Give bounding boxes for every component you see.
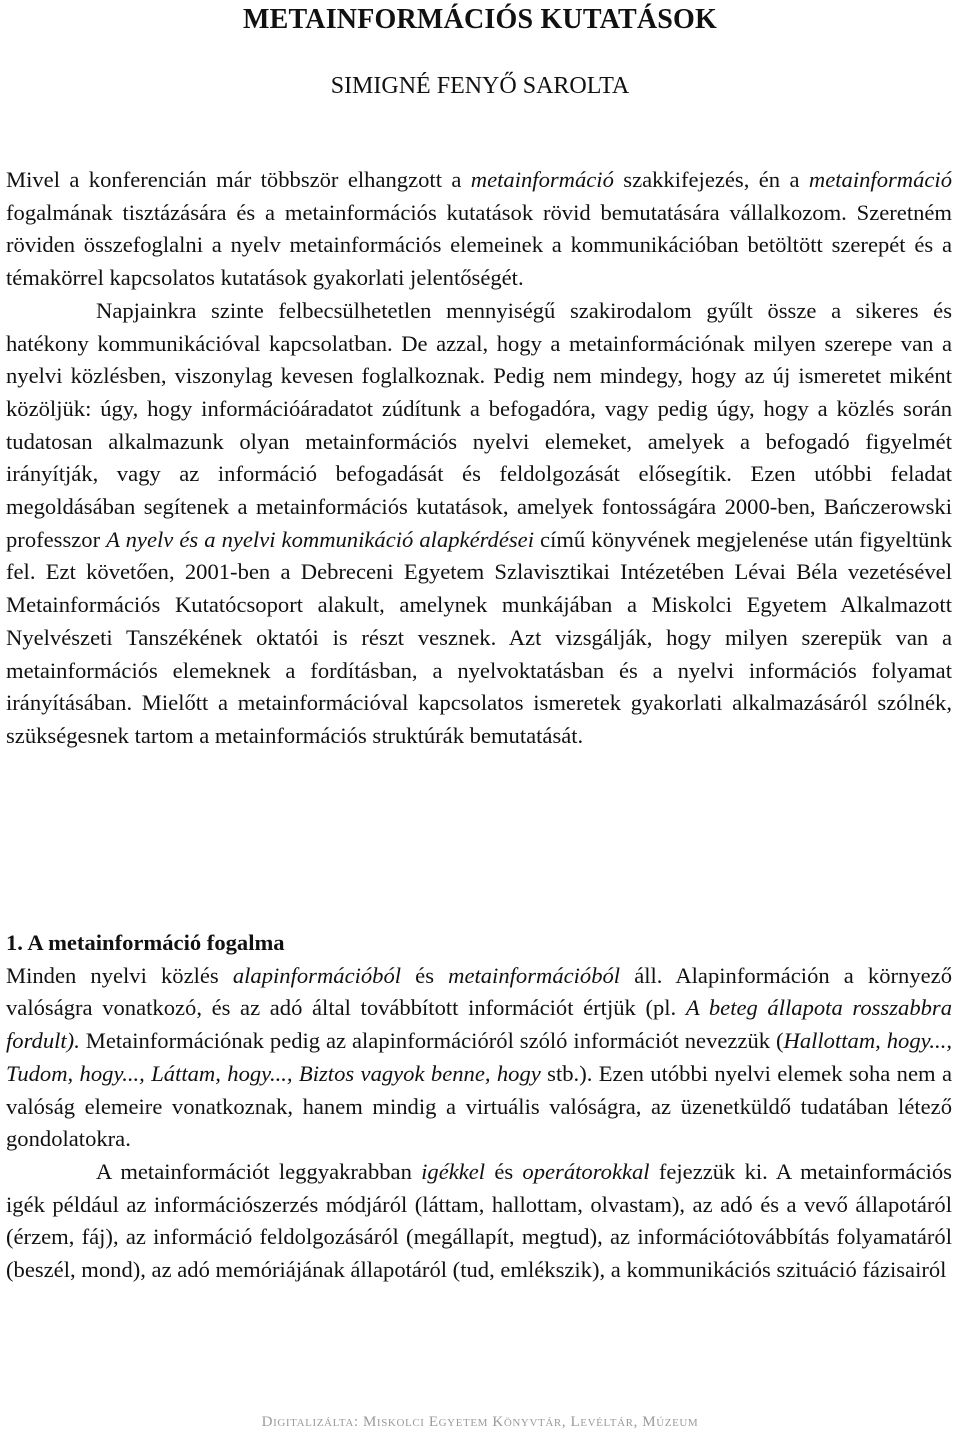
italic-run: metainformáció [808, 167, 952, 192]
digitization-footer: Digitalizálta: Miskolci Egyetem Könyvtár, Levéltár, Múzeum [261, 1414, 699, 1430]
paragraph [6, 1156, 952, 1287]
paragraph [6, 960, 952, 1156]
text-run: áll. Alapinformáción a környező valóságra vonatkozó, és az adó által továbbított információt értjük (pl. [6, 962, 952, 1021]
italic-run: igékkel [421, 1158, 486, 1184]
italic-run: A nyelv és a nyelvi kommunikáció alapkérdései [106, 526, 534, 552]
italic-run: A beteg állapota rosszabbra fordult). [6, 995, 952, 1054]
section-1 [6, 927, 952, 1287]
text-run: és [485, 1158, 523, 1184]
author-name: SIMIGNÉ FENYŐ SAROLTA [330, 73, 630, 99]
text-run: A metainformációt leggyakrabban [96, 1158, 422, 1184]
document-title: METAINFORMÁCIÓS KUTATÁSOK [242, 4, 718, 35]
text-run: szakkifejezés, én a [613, 167, 809, 192]
text-run: fogalmának tisztázására és a metainformációs kutatások rövid bemutatására vállalkozom. Szeretném röviden összefoglalni a nyelv metainformációs elemeinek a kommunikációban betöltött szerepét és a témakörrel kapcsolatos kutatások gyakorlati jelentőségét. [6, 199, 952, 291]
text-run: Napjainkra szinte felbecsülhetetlen mennyiségű szakirodalom gyűlt össze a sikeres és hatékony kommunikációval kapcsolatban. De azzal, hogy a metainformációnak milyen szerepe van a nyelvi közlésben, viszonylag kevesen foglalkoznak. Pedig nem mindegy, hogy az új ismeretet miként közöljük: úgy, hogy információáradatot zúdítunk a befogadóra, vagy pedig úgy, hogy a közlés során tudatosan alkalmazunk olyan metainformációs nyelvi elemeket, amelyek a befogadó figyelmét irányítják, vagy az információ befogadását és feldolgozását elősegítik. Ezen utóbbi feladat megoldásában segítenek a metainformációs kutatások, amelyek fontosságára 2000-ben, Bańczerowski professzor [6, 297, 952, 552]
text-run: Minden nyelvi közlés [6, 962, 233, 988]
text-run: fejezzük ki. A metainformációs igék például az információszerzés módjáról (láttam, hallottam, olvastam), az adó és a vevő állapotáról (érzem, fáj), az információ feldolgozásáról (megállapít, megtud), az információtovábbítás folyamatáról (beszél, mond), az adó memóriájának állapotáról (tud, emlékszik), a kommunikációs szituáció fázisairól [6, 1158, 952, 1283]
text-run: Metainformációnak pedig az alapinformációról szóló információt nevezzük ( [79, 1028, 784, 1054]
paragraph [6, 164, 952, 295]
text-run: és [401, 962, 449, 988]
paragraph [6, 295, 952, 753]
intro-section [6, 164, 952, 753]
italic-run: alapinformációból [232, 962, 402, 988]
section-heading: 1. A metainformáció fogalma [6, 930, 285, 955]
italic-run: Hallottam, hogy..., Tudom, hogy..., Láttam, hogy..., Biztos vagyok benne, hogy [6, 1028, 952, 1086]
italic-run: metainformáció [470, 167, 614, 192]
text-run: Mivel a konferencián már többször elhangzott a [6, 167, 471, 192]
italic-run: operátorokkal [522, 1158, 650, 1184]
text-run: című könyvének megjelenése után figyeltünk fel. Ezt követően, 2001-ben a Debreceni Egyetem Szlavisztikai Intézetében Lévai Béla vezetésével Metainformációs Kutatócsoport alakult, amelynek munkájában a Miskolci Egyetem Alkalmazott Nyelvészeti Tanszékének oktatói is részt vesznek. Azt vizsgálják, hogy milyen szerepük van a metainformációs elemeknek a fordításban, a nyelvoktatásban és a nyelvi információs folyamat irányításában. Mielőtt a metainformációval kapcsolatos ismeretek gyakorlati alkalmazásáról szólnék, szükségesnek tartom a metainformációs struktúrák bemutatását. [6, 526, 952, 748]
text-run: stb.). Ezen utóbbi nyelvi elemek soha nem a valóság elemeire vonatkoznak, hanem mindig a virtuális valóságra, az üzenetküldő tudatában létező gondolatokra. [6, 1060, 952, 1152]
italic-run: metainformációból [448, 962, 621, 988]
